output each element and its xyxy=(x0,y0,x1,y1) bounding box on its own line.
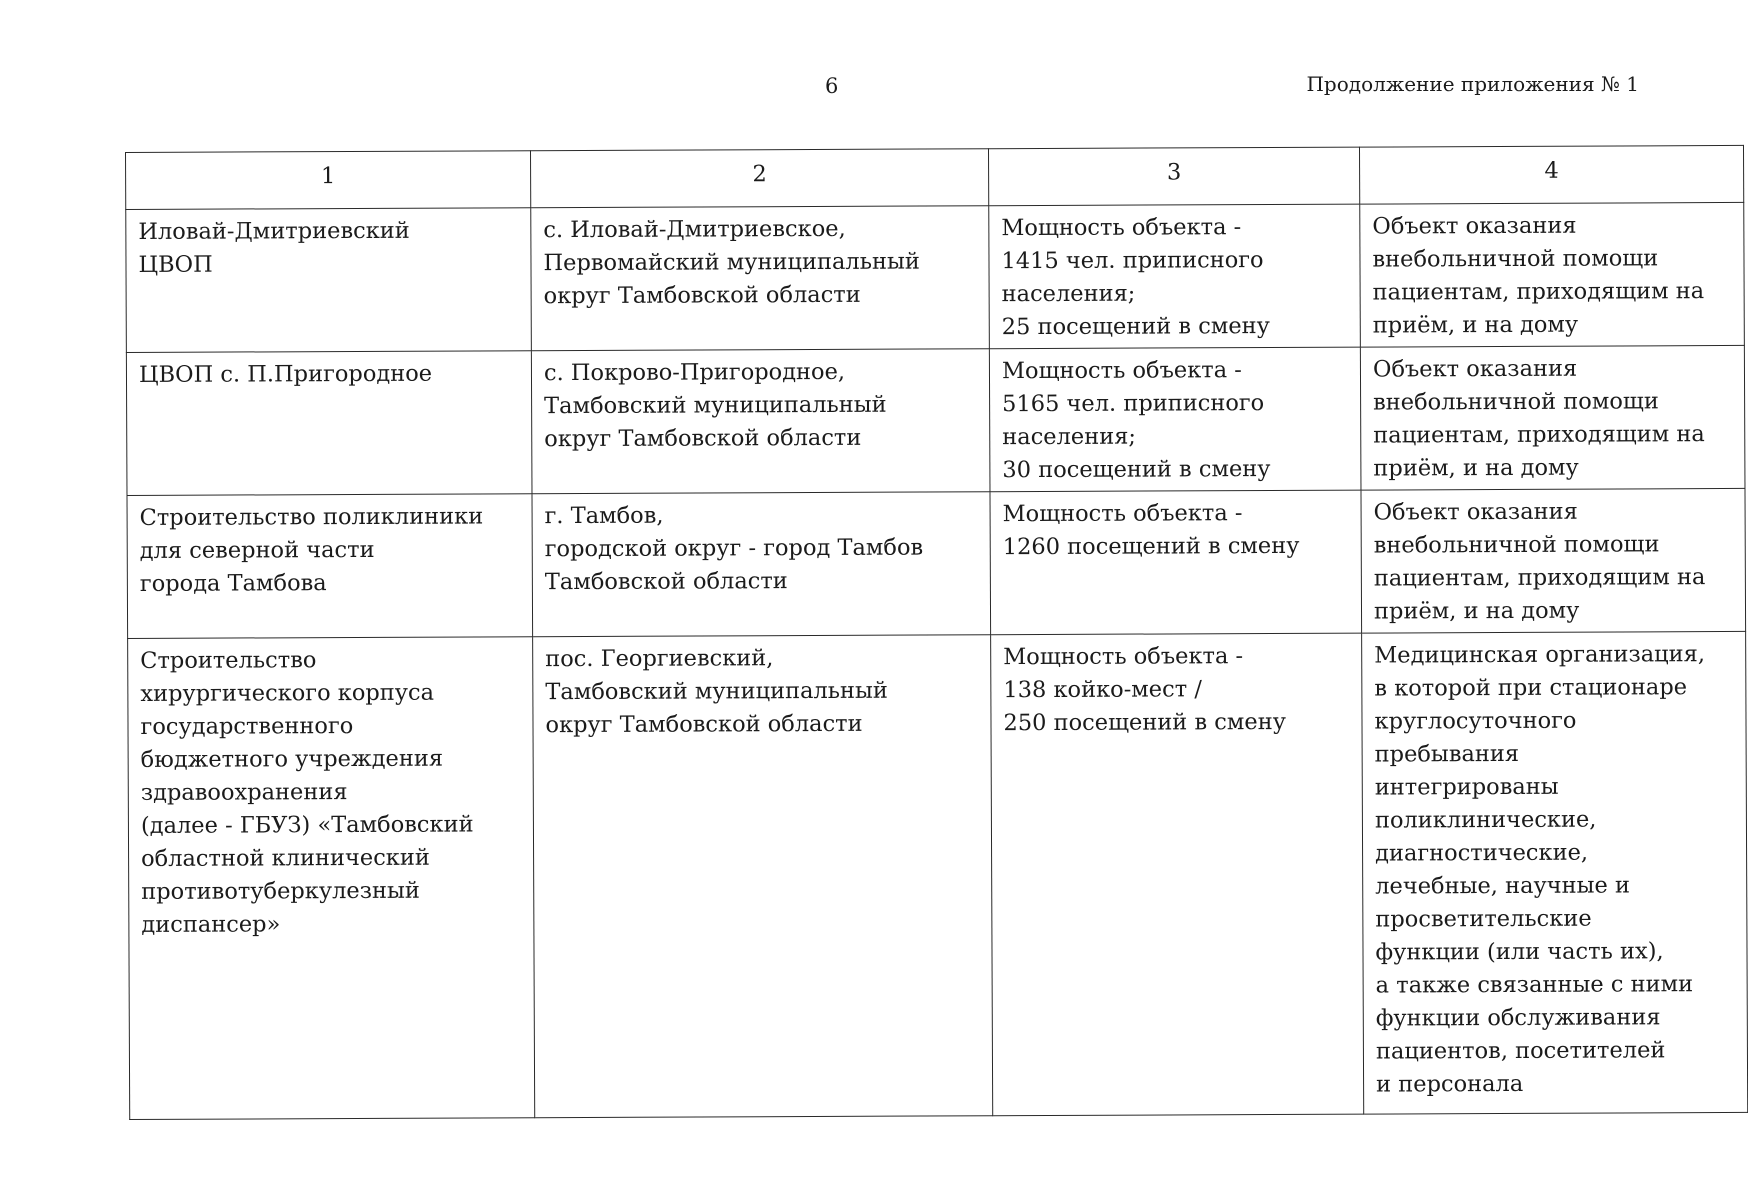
table-row xyxy=(126,345,1745,495)
location-cell: с. Покрово-Пригородное, Тамбовский муниципальный округ Тамбовской области xyxy=(531,349,990,494)
table-row xyxy=(128,631,1748,1119)
capacity-cell: Мощность объекта - 1415 чел. приписного населения; 25 посещений в смену xyxy=(989,204,1361,349)
object-name-cell: Строительство поликлиники для северной части города Тамбова xyxy=(127,494,533,639)
header-note: Продолжение приложения № 1 xyxy=(1306,72,1639,96)
capacity-cell: Мощность объекта - 5165 чел. приписного населения; 30 посещений в смену xyxy=(989,347,1361,492)
column-header-2: 2 xyxy=(530,149,988,208)
table-row xyxy=(126,202,1745,352)
location-cell: пос. Георгиевский, Тамбовский муниципальный округ Тамбовской области xyxy=(533,635,993,1118)
column-header-1: 1 xyxy=(126,151,531,210)
object-name-cell: Иловай-Дмитриевский ЦВОП xyxy=(126,208,532,353)
column-header-4: 4 xyxy=(1359,145,1743,204)
description-cell: Объект оказания внебольничной помощи пациентам, приходящим на приём, и на дому xyxy=(1360,345,1745,490)
capacity-cell: Мощность объекта - 138 койко-мест / 250 посещений в смену xyxy=(991,633,1364,1116)
location-cell: г. Тамбов, городской округ - город Тамбов Тамбовской области xyxy=(532,492,991,637)
description-cell: Объект оказания внебольничной помощи пациентам, приходящим на приём, и на дому xyxy=(1361,488,1746,633)
capacity-cell: Мощность объекта - 1260 посещений в смену xyxy=(990,490,1362,635)
description-cell: Объект оказания внебольничной помощи пациентам, приходящим на приём, и на дому xyxy=(1360,202,1745,347)
object-name-cell: Строительство хирургического корпуса государственного бюджетного учреждения здравоохранения (далее - ГБУЗ) «Тамбовский областной клинический противотуберкулезный диспансер» xyxy=(128,637,535,1120)
object-name-cell: ЦВОП с. П.Пригородное xyxy=(126,351,532,496)
table-header-row xyxy=(126,145,1744,209)
table-row xyxy=(127,488,1746,638)
description-cell: Медицинская организация, в которой при стационаре круглосуточного пребывания интегрированы поликлинические, диагностические, лечебные, научные и просветительские функции (или часть их), а также связанные с ними функции обслуживания пациентов, посетителей и персонала xyxy=(1362,631,1748,1114)
page-number: 6 xyxy=(825,74,839,98)
objects-table xyxy=(125,145,1748,1120)
location-cell: с. Иловай-Дмитриевское, Первомайский муниципальный округ Тамбовской области xyxy=(531,206,990,351)
column-header-3: 3 xyxy=(988,147,1359,206)
